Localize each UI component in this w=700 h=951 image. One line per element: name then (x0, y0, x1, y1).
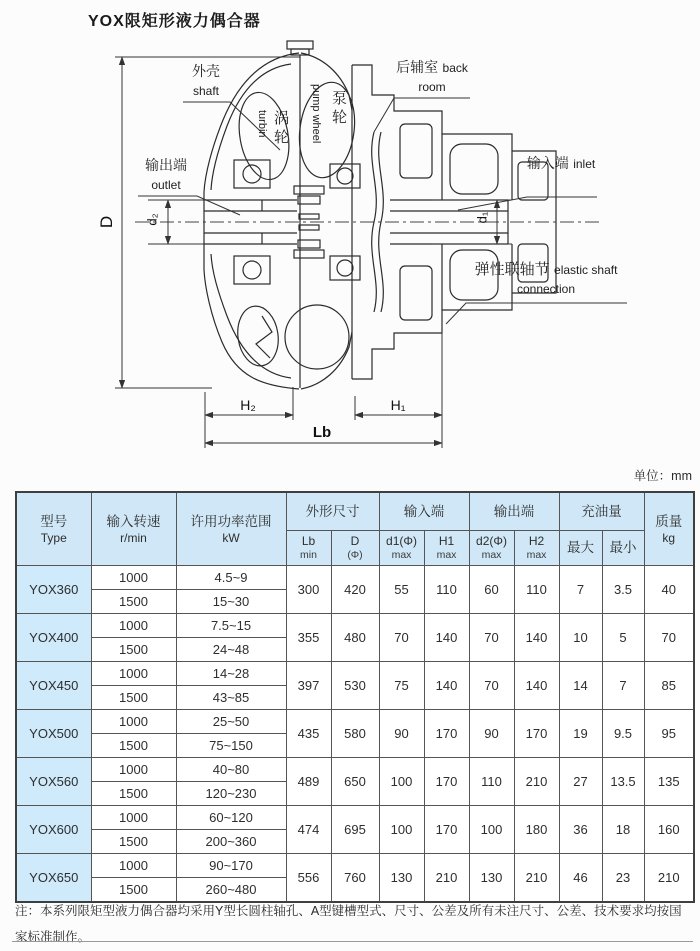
d1-cell: 100 (379, 758, 424, 806)
header-oil-min: 最小 (602, 531, 644, 566)
power-cell: 200~360 (176, 830, 286, 854)
d-cell: 760 (331, 854, 379, 903)
model-cell: YOX560 (16, 758, 91, 806)
h1-cell: 210 (424, 854, 469, 903)
oil-max-cell: 36 (559, 806, 602, 854)
d-cell: 530 (331, 662, 379, 710)
d-cell: 650 (331, 758, 379, 806)
rpm-cell: 1500 (91, 686, 176, 710)
oil-max-cell: 27 (559, 758, 602, 806)
power-cell: 14~28 (176, 662, 286, 686)
table-row (16, 854, 694, 878)
model-cell: YOX360 (16, 566, 91, 614)
rpm-cell: 1000 (91, 710, 176, 734)
d2-cell: 110 (469, 758, 514, 806)
elastic-coupling-callout (462, 260, 630, 298)
power-cell: 60~120 (176, 806, 286, 830)
inlet-callout (522, 154, 600, 173)
h1-cell: 170 (424, 758, 469, 806)
weight-cell: 135 (644, 758, 694, 806)
header-overall-dims-group: 外形尺寸 (286, 492, 379, 531)
elastic-coupling-label-zh: 弹性联轴节 (474, 261, 550, 278)
header-type-zh: 型号 (40, 514, 68, 530)
lb-cell: 435 (286, 710, 331, 758)
weight-cell: 85 (644, 662, 694, 710)
lb-cell: 489 (286, 758, 331, 806)
power-cell: 15~30 (176, 590, 286, 614)
header-oil-max: 最大 (559, 531, 602, 566)
power-cell: 120~230 (176, 782, 286, 806)
table-row (16, 662, 694, 686)
power-cell: 75~150 (176, 734, 286, 758)
outlet-label-en: outlet (151, 178, 181, 193)
rpm-cell: 1000 (91, 758, 176, 782)
header-power (176, 492, 286, 566)
bottom-divider (12, 941, 693, 942)
d-cell: 420 (331, 566, 379, 614)
rpm-cell: 1000 (91, 854, 176, 878)
outlet-callout (134, 156, 198, 194)
oil-min-cell: 3.5 (602, 566, 644, 614)
housing-label-en: shaft (192, 84, 219, 99)
turbine-label-en: turbin (256, 110, 268, 138)
housing-callout (178, 62, 234, 100)
rpm-cell: 1500 (91, 830, 176, 854)
h2-cell: 140 (514, 662, 559, 710)
oil-max-cell: 46 (559, 854, 602, 903)
header-h2: H2 max (514, 531, 559, 566)
h2-cell: 140 (514, 614, 559, 662)
weight-cell: 70 (644, 614, 694, 662)
table-row (16, 566, 694, 590)
h2-cell: 210 (514, 854, 559, 903)
rpm-cell: 1000 (91, 806, 176, 830)
header-output-group: 输出端 (469, 492, 559, 531)
diagram-line-art (0, 40, 700, 460)
header-input-group: 输入端 (379, 492, 469, 531)
power-cell: 260~480 (176, 878, 286, 903)
header-power-en: kW (222, 530, 240, 545)
table-row (16, 614, 694, 638)
inlet-label-zh: 输入端 (526, 155, 569, 171)
oil-min-cell: 7 (602, 662, 644, 710)
oil-min-cell: 23 (602, 854, 644, 903)
dim-label-Lb: Lb (312, 424, 332, 441)
d2-cell: 130 (469, 854, 514, 903)
h1-cell: 140 (424, 614, 469, 662)
back-room-label-en: back room (418, 61, 468, 95)
spec-table (15, 491, 695, 903)
pump-wheel-label-en: pump wheel (310, 84, 322, 144)
h2-cell: 210 (514, 758, 559, 806)
header-d1: d1(Φ) max (379, 531, 424, 566)
h2-cell: 110 (514, 566, 559, 614)
lb-cell: 556 (286, 854, 331, 903)
d1-cell: 70 (379, 614, 424, 662)
power-cell: 43~85 (176, 686, 286, 710)
weight-cell: 95 (644, 710, 694, 758)
lb-cell: 397 (286, 662, 331, 710)
d2-cell: 70 (469, 662, 514, 710)
model-cell: YOX600 (16, 806, 91, 854)
header-speed (91, 492, 176, 566)
outlet-label-zh: 输出端 (145, 157, 187, 173)
d2-cell: 60 (469, 566, 514, 614)
coupling-cross-section (204, 41, 556, 389)
header-speed-zh: 输入转速 (106, 514, 161, 530)
power-cell: 4.5~9 (176, 566, 286, 590)
power-cell: 90~170 (176, 854, 286, 878)
rpm-cell: 1000 (91, 566, 176, 590)
d1-cell: 130 (379, 854, 424, 903)
coupling-section-diagram (0, 40, 700, 460)
h1-cell: 170 (424, 806, 469, 854)
d2-cell: 90 (469, 710, 514, 758)
power-cell: 24~48 (176, 638, 286, 662)
oil-max-cell: 19 (559, 710, 602, 758)
weight-cell: 40 (644, 566, 694, 614)
h1-cell: 140 (424, 662, 469, 710)
page-title: YOX限矩形液力偶合器 (88, 13, 261, 30)
power-cell: 25~50 (176, 710, 286, 734)
power-cell: 40~80 (176, 758, 286, 782)
dim-label-d2: d₂ (144, 213, 160, 226)
dim-label-d1: d₁ (474, 211, 490, 224)
turbine-label-zh: 涡轮 (272, 110, 289, 148)
header-type (16, 492, 91, 566)
oil-max-cell: 7 (559, 566, 602, 614)
table-row (16, 758, 694, 782)
model-cell: YOX650 (16, 854, 91, 903)
housing-label-zh: 外壳 (192, 63, 220, 79)
d-cell: 695 (331, 806, 379, 854)
oil-max-cell: 10 (559, 614, 602, 662)
header-h1: H1 max (424, 531, 469, 566)
rpm-cell: 1000 (91, 614, 176, 638)
header-type-en: Type (40, 530, 67, 545)
d-cell: 580 (331, 710, 379, 758)
pump-wheel-label-zh: 泵轮 (330, 90, 347, 128)
dim-label-H1: H₁ (390, 397, 406, 413)
d1-cell: 100 (379, 806, 424, 854)
model-cell: YOX400 (16, 614, 91, 662)
rpm-cell: 1500 (91, 638, 176, 662)
back-room-callout (392, 58, 472, 96)
lb-cell: 300 (286, 566, 331, 614)
d1-cell: 90 (379, 710, 424, 758)
header-d: D (Φ) (331, 531, 379, 566)
oil-min-cell: 5 (602, 614, 644, 662)
d-cell: 480 (331, 614, 379, 662)
header-weight-en: kg (662, 530, 676, 545)
header-weight (644, 492, 694, 566)
h2-cell: 170 (514, 710, 559, 758)
rpm-cell: 1500 (91, 782, 176, 806)
rpm-cell: 1500 (91, 878, 176, 903)
elastic-coupling-label-en: elastic shaft connection (516, 263, 618, 297)
inlet-label-en: inlet (573, 157, 596, 171)
h2-cell: 180 (514, 806, 559, 854)
header-row-groups (16, 492, 694, 531)
header-weight-zh: 质量 (655, 514, 683, 530)
d2-cell: 100 (469, 806, 514, 854)
h1-cell: 170 (424, 710, 469, 758)
h1-cell: 110 (424, 566, 469, 614)
d1-cell: 55 (379, 566, 424, 614)
table-row (16, 710, 694, 734)
lb-cell: 474 (286, 806, 331, 854)
d2-cell: 70 (469, 614, 514, 662)
model-cell: YOX450 (16, 662, 91, 710)
lb-cell: 355 (286, 614, 331, 662)
header-oil-group: 充油量 (559, 492, 644, 531)
unit-label: 单位：mm (633, 469, 692, 483)
rpm-cell: 1500 (91, 734, 176, 758)
header-d2: d2(Φ) max (469, 531, 514, 566)
header-speed-en: r/min (120, 530, 147, 545)
weight-cell: 160 (644, 806, 694, 854)
dim-label-D: D (97, 215, 116, 229)
oil-min-cell: 9.5 (602, 710, 644, 758)
oil-min-cell: 13.5 (602, 758, 644, 806)
header-lb: Lb min (286, 531, 331, 566)
footnote: 注：本系列限矩型液力偶合器均采用Y型长圆柱轴孔、A型键槽型式、尺寸、公差及所有未注尺寸、公差、技术要求均按国家标准制作。 (15, 904, 682, 945)
dim-label-H2: H₂ (240, 397, 256, 413)
power-cell: 7.5~15 (176, 614, 286, 638)
d1-cell: 75 (379, 662, 424, 710)
oil-max-cell: 14 (559, 662, 602, 710)
table-row (16, 806, 694, 830)
model-cell: YOX500 (16, 710, 91, 758)
rpm-cell: 1000 (91, 662, 176, 686)
back-room-label-zh: 后辅室 (396, 59, 439, 75)
weight-cell: 210 (644, 854, 694, 903)
header-power-zh: 许用功率范围 (190, 514, 272, 530)
rpm-cell: 1500 (91, 590, 176, 614)
oil-min-cell: 18 (602, 806, 644, 854)
